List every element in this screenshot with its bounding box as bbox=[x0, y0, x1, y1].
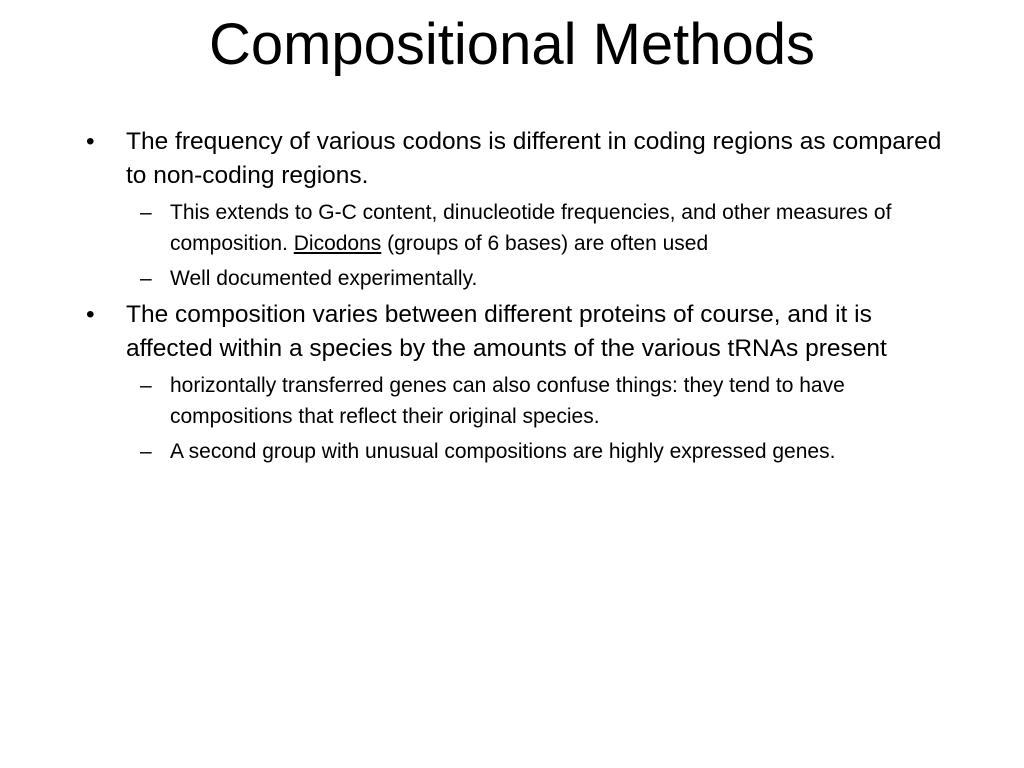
sub-item-1-1-text-after: (groups of 6 bases) are often used bbox=[381, 232, 709, 255]
bullet-icon: • bbox=[86, 128, 95, 155]
slide-title: Compositional Methods bbox=[208, 12, 816, 77]
sub-item-1-2-text: Well documented experimentally. bbox=[170, 267, 478, 290]
sub-item-1-2 bbox=[86, 263, 946, 294]
bullet-item-1-text: The frequency of various codons is different in coding regions as compared to non-coding regions. bbox=[126, 128, 942, 189]
sub-item-2-2 bbox=[86, 436, 946, 467]
bullet-item-2 bbox=[86, 298, 946, 366]
sub-item-2-2-text: A second group with unusual compositions are highly expressed genes. bbox=[170, 440, 836, 463]
bullet-item-1 bbox=[86, 125, 946, 193]
slide-content bbox=[86, 125, 946, 471]
sub-item-2-1-text: horizontally transferred genes can also confuse things: they tend to have compositions that reflect their original species. bbox=[170, 374, 845, 428]
sub-item-1-1-text-before: This extends to G-C content, dinucleotide frequencies, and other measures of composition. bbox=[170, 201, 892, 255]
bullet-icon: • bbox=[86, 301, 95, 328]
dash-icon: – bbox=[140, 267, 152, 290]
bullet-item-2-text: The composition varies between different proteins of course, and it is affected within a species by the amounts of the various tRNAs present bbox=[126, 301, 887, 362]
dash-icon: – bbox=[140, 440, 152, 463]
sub-item-1-1 bbox=[86, 197, 946, 259]
dicodons-term: Dicodons bbox=[293, 232, 382, 255]
sub-item-2-1 bbox=[86, 370, 946, 432]
dash-icon: – bbox=[140, 201, 152, 224]
dash-icon: – bbox=[140, 374, 152, 397]
